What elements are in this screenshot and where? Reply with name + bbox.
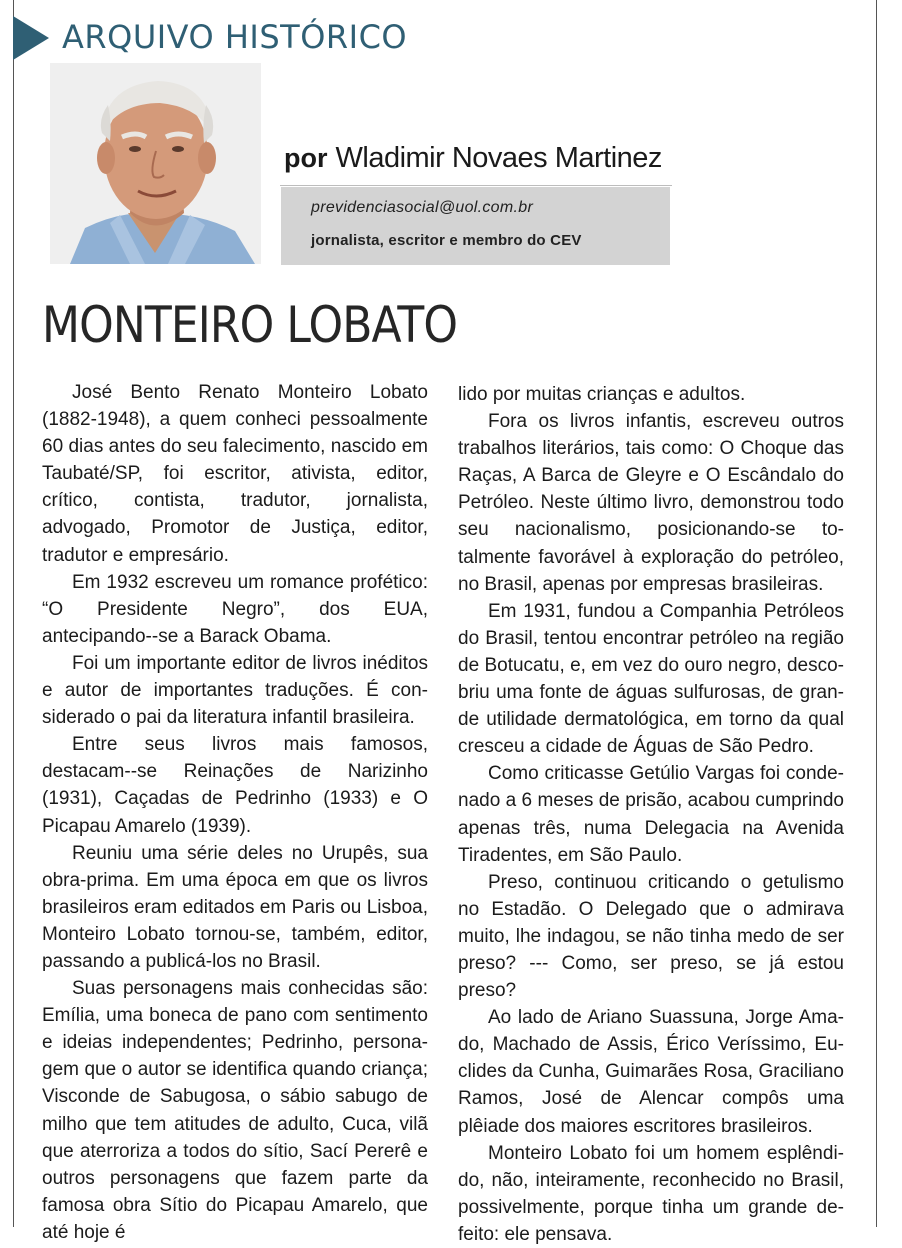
author-role: jornalista, escritor e membro do CEV xyxy=(311,232,582,249)
paragraph: Como criticasse Getúlio Vargas foi condenado a 6 meses de prisão, acabou cumprindo apenas três, numa Delegacia na Avenida Tiradentes, em São Paulo. xyxy=(458,763,844,866)
paragraph: Suas personagens mais conhecidas são: Emília, uma boneca de pano com sentimento e ideias independentes; Pedrinho, personagem que o autor se identifica quando criança; Visconde de Sabugosa, o sábio sabugo de milho que tem atitudes de adulto, Cuca, vilã que aterroriza a todos do sítio, Sací Pererê e outros personagens que fazem parte da famosa obra Sítio do Picapau Amarelo, que até hoje é xyxy=(42,978,428,1243)
author-portrait xyxy=(50,63,261,264)
paragraph: Reuniu uma série deles no Urupês, sua obra-prima. Em uma época em que os livros brasileiros eram editados em Paris ou Lisboa, Monteiro Lobato tornou-se, também, editor, passando a publicá-los no Brasil. xyxy=(42,842,428,972)
paragraph: Monteiro Lobato foi um homem esplêndido, não, inteiramente, reconhecido no Brasil, possivelmente, porque tinha um grande defeito: ele pensava. xyxy=(458,1142,844,1245)
author-portrait-icon xyxy=(50,63,261,264)
left-column-rule xyxy=(13,0,14,1227)
author-byline xyxy=(284,142,662,175)
paragraph: Em 1931, fundou a Companhia Petróleos do Brasil, tentou encontrar petróleo na região de Botucatu, e, em vez do ouro negro, descobriu uma fonte de águas sulfurosas, de grande utilidade dermatológica, em torno da qual cresceu a cidade de Águas de São Pedro. xyxy=(458,600,844,758)
paragraph: Preso, continuou criticando o getulismo no Estadão. O Delegado que o admirava muito, lhe indagou, se não tinha medo de ser preso? --- Como, ser preso, se já estou preso? xyxy=(458,871,844,1002)
section-title: ARQUIVO HISTÓRICO xyxy=(62,18,408,56)
article-column-right xyxy=(458,381,844,1248)
paragraph: Ao lado de Ariano Suassuna, Jorge Amado, Machado de Assis, Érico Veríssimo, Euclides da Cunha, Guimarães Rosa, Graciliano Ramos, José de Alencar compôs uma plêiade dos maiores escritores brasileiros. xyxy=(458,1007,844,1137)
paragraph: Entre seus livros mais famosos, destacam--se Reinações de Narizinho (1931), Caçadas de Pedrinho (1933) e O Picapau Amarelo (1939). xyxy=(42,734,428,837)
paragraph: Em 1932 escreveu um romance profético: “O Presidente Negro”, dos EUA, antecipando--se a Barack Obama. xyxy=(42,571,428,647)
right-page-rule xyxy=(876,0,877,1227)
author-name: Wladimir Novaes Martinez xyxy=(335,142,662,174)
paragraph-continuation: lido por muitas crianças e adultos. xyxy=(458,384,746,405)
section-arrow-icon xyxy=(13,16,49,60)
author-info-box xyxy=(281,187,670,265)
byline-prefix: por xyxy=(284,143,328,173)
paragraph: Fora os livros infantis, escreveu outros trabalhos literários, tais como: O Choque das Raças, A Barca de Gleyre e O Escândalo do Petróleo. Neste último livro, demonstrou todo seu nacionalismo, posicionando-se totalmente favorável à exploração do petróleo, no Brasil, apenas por empresas brasileiras. xyxy=(458,411,844,595)
paragraph: José Bento Renato Monteiro Lobato (1882-1948), a quem conheci pessoalmente 60 dias antes do seu falecimento, nascido em Taubaté/SP, foi escritor, ativista, editor, crítico, contista, tradutor, jornalista, advogado, Promotor de Justiça, editor, tradutor e empresário. xyxy=(42,382,428,566)
article-column-left xyxy=(42,379,428,1246)
article-headline: MONTEIRO LOBATO xyxy=(42,296,458,354)
author-email[interactable]: previdenciasocial@uol.com.br xyxy=(311,199,534,216)
paragraph: Foi um importante editor de livros inéditos e autor de importantes traduções. É considerado o pai da literatura infantil brasileira. xyxy=(42,652,428,729)
byline-divider xyxy=(280,185,672,186)
